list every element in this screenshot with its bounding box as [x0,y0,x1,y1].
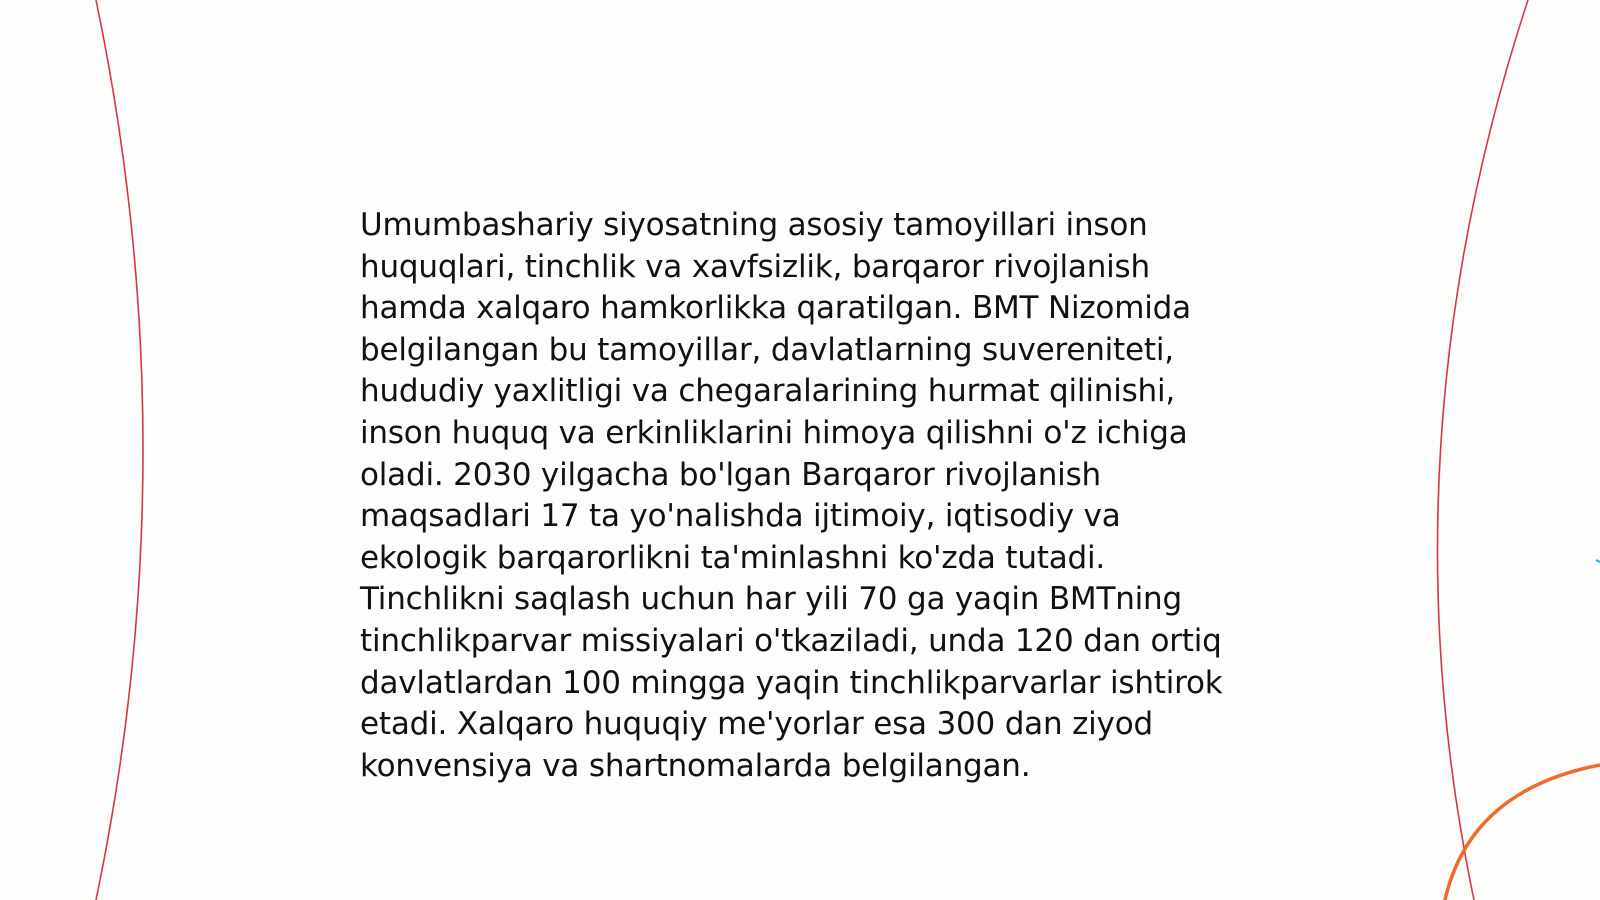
left-arc-line [96,0,143,900]
right-arc-line [1437,0,1528,900]
orange-accent-arc [1445,765,1600,900]
slide-body-text: Umumbashariy siyosatning asosiy tamoyillari inson huquqlari, tinchlik va xavfsizlik, barqaror rivojlanish hamda xalqaro hamkorlikka qaratilgan. BMT Nizomida belgilangan bu tamoyillar, davlatlarning suvereniteti, hududiy yaxlitligi va chegaralarining hurmat qilinishi, inson huquq va erkinliklarini himoya qilishni o'z ichiga oladi. 2030 yilgacha bo'lgan Barqaror rivojlanish maqsadlari 17 ta yo'nalishda ijtimoiy, iqtisodiy va ekologik barqarorlikni ta'minlashni ko'zda tutadi. Tinchlikni saqlash uchun har yili 70 ga yaqin BMTning tinchlikparvar missiyalari o'tkaziladi, unda 120 dan ortiq davlatlardan 100 mingga yaqin tinchlikparvarlar ishtirok etadi. Xalqaro huquqiy me'yorlar esa 300 dan ziyod konvensiya va shartnomalarda belgilangan. [360,207,1223,784]
blue-accent-mark [1596,560,1600,562]
